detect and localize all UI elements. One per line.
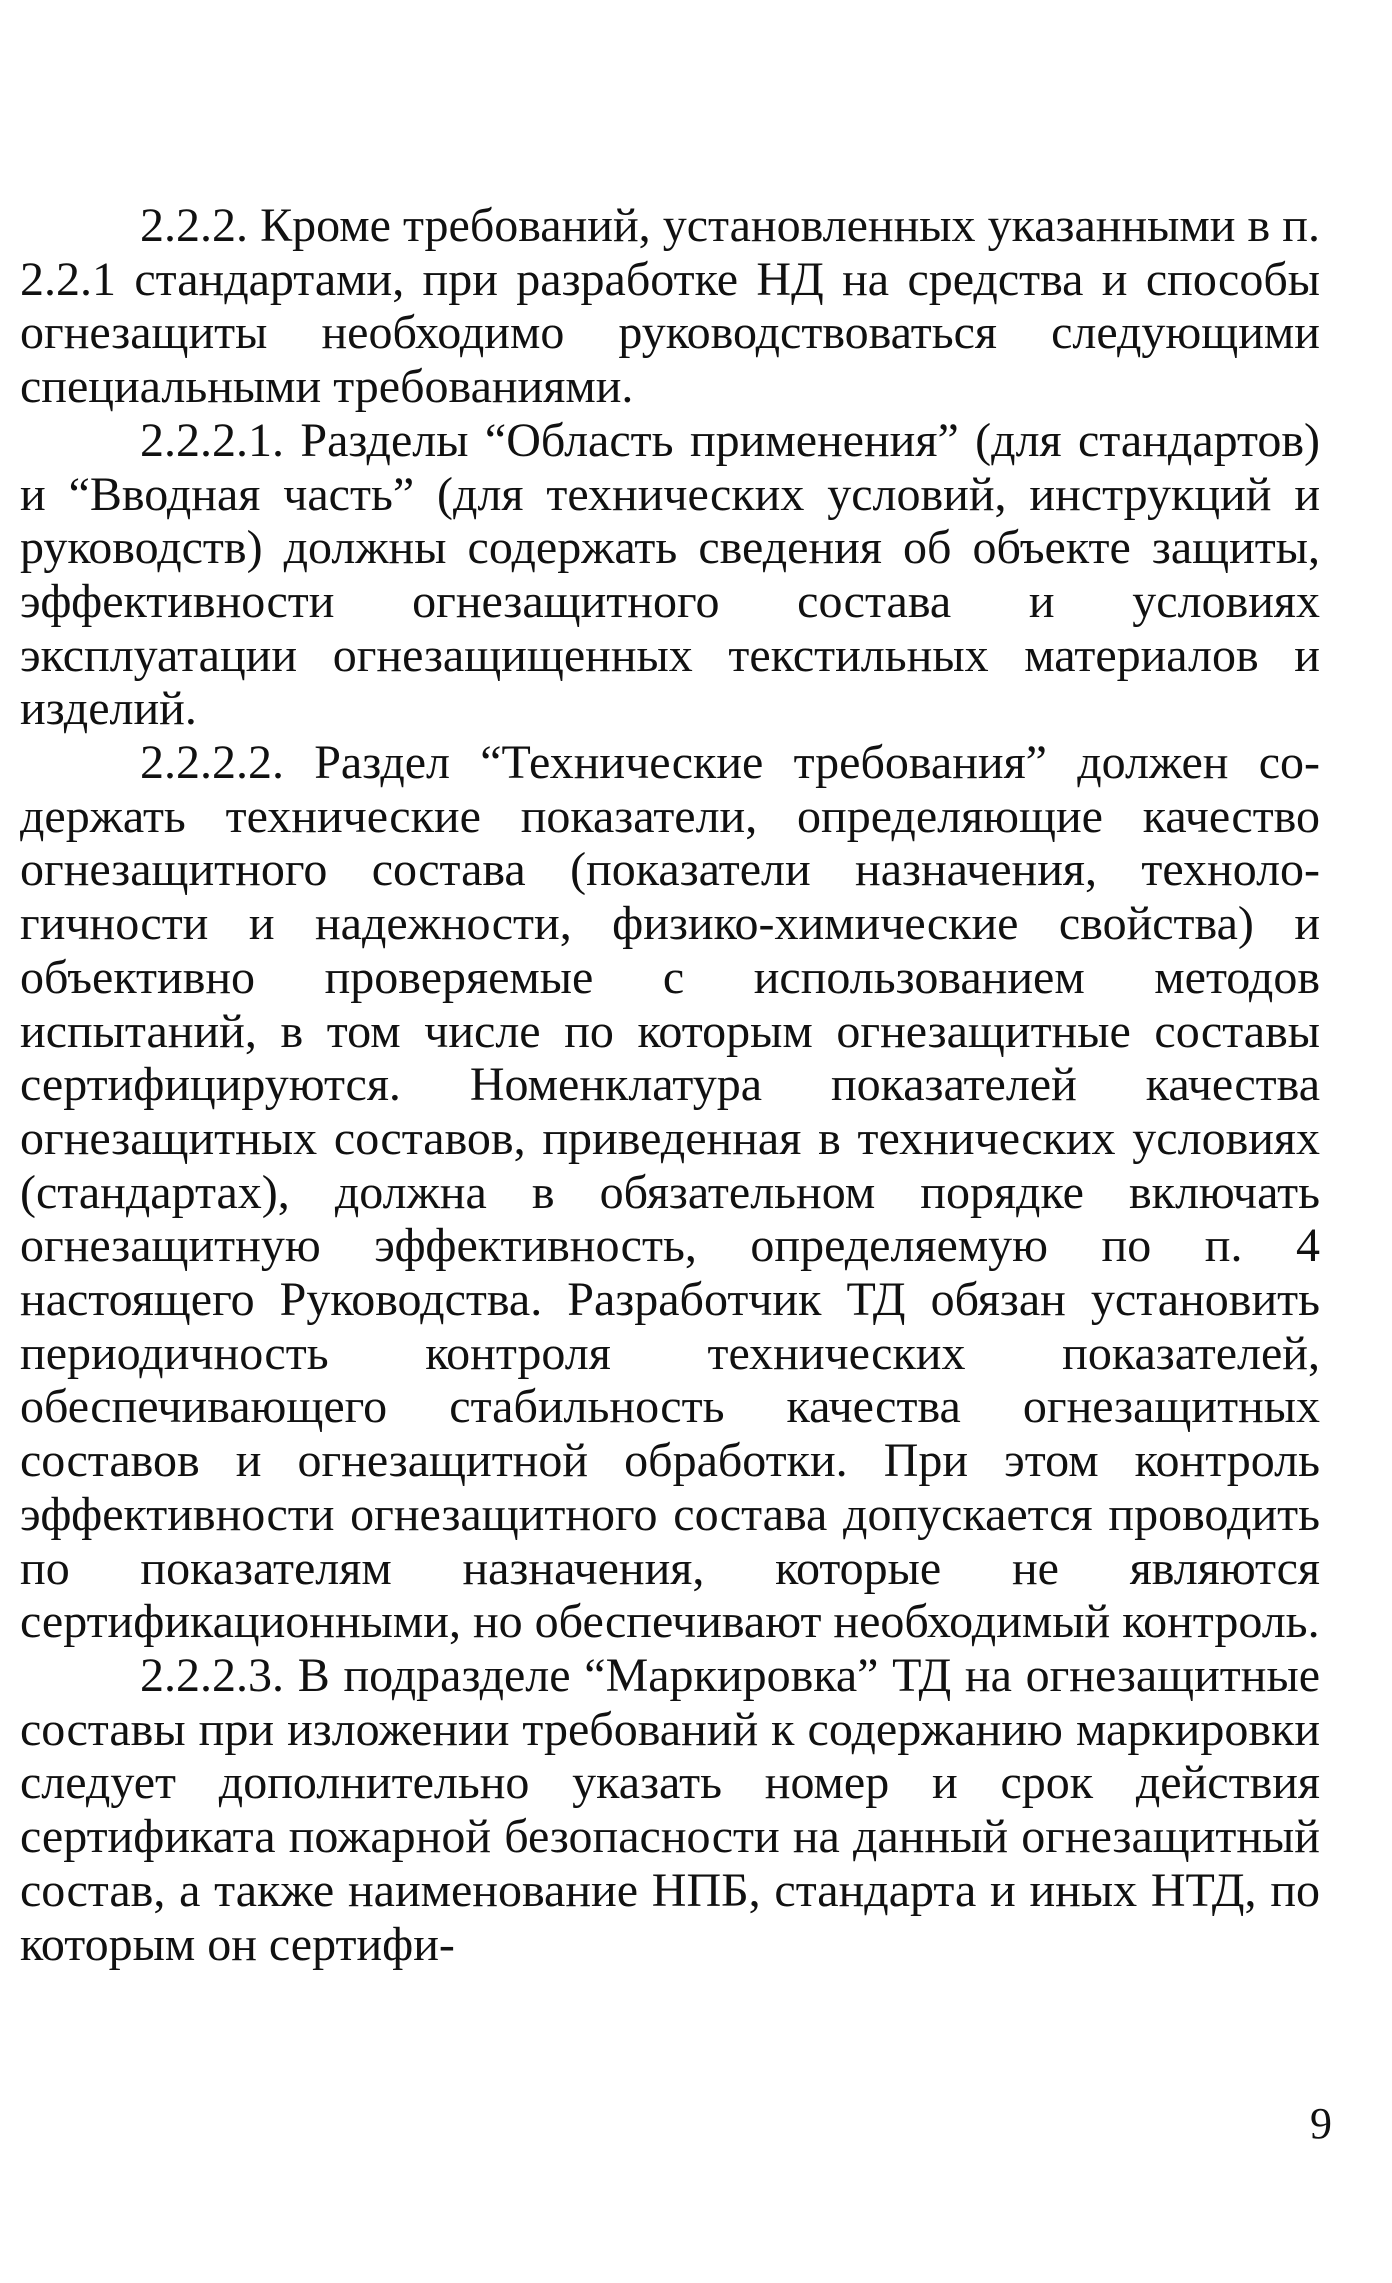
paragraph-2-2-2: 2.2.2. Кроме требований, установленных указанными в п. 2.2.1 стандартами, при разработке НД на средства и способы огнезащиты необходимо руководствоваться следующими специальными требованиями.: [20, 199, 1320, 414]
page-body: [20, 199, 1320, 1971]
paragraph-2-2-2-1: 2.2.2.1. Разделы “Область применения” (для стандартов) и “Вводная часть” (для технических условий, инструкций и руководств) должны содержать сведения об объекте защиты, эффективности огнезащитного состава и условиях эксплуатации огнезащищенных текстильных материалов и изделий.: [20, 413, 1320, 736]
paragraph-2-2-2-3: 2.2.2.3. В подразделе “Маркировка” ТД на огнезащитные составы при изложении требований к содержанию маркировки следует дополнительно указать номер и срок действия сертификата пожарной безопасности на данный огнезащитный состав, а также наименование НПБ, стандарта и иных НТД, по которым он сертифи-: [20, 1648, 1320, 1971]
page-number: 9: [1310, 2099, 1332, 2148]
paragraph-2-2-2-2: 2.2.2.2. Раздел “Технические требования” должен содержать технические показатели, определяющие качество огнезащитного состава (показатели назначения, технологичности и надежности, физико-химические свойства) и объективно проверяемые с использованием методов испытаний, в том числе по которым огнезащитные составы сертифицируются. Номенклатура показателей качества огнезащитных составов, приведенная в технических условиях (стандартах), должна в обязательном порядке включать огнезащитную эффективность, определяемую по п. 4 настоящего Руководства. Разработчик ТД обязан установить периодичность контроля технических показателей, обеспечивающего стабильность качества огнезащитных составов и огнезащитной обработки. При этом контроль эффективности огнезащитного состава допускается проводить по показателям назначения, которые не являются сертификационными, но обеспечивают необходимый контроль.: [20, 736, 1320, 1649]
